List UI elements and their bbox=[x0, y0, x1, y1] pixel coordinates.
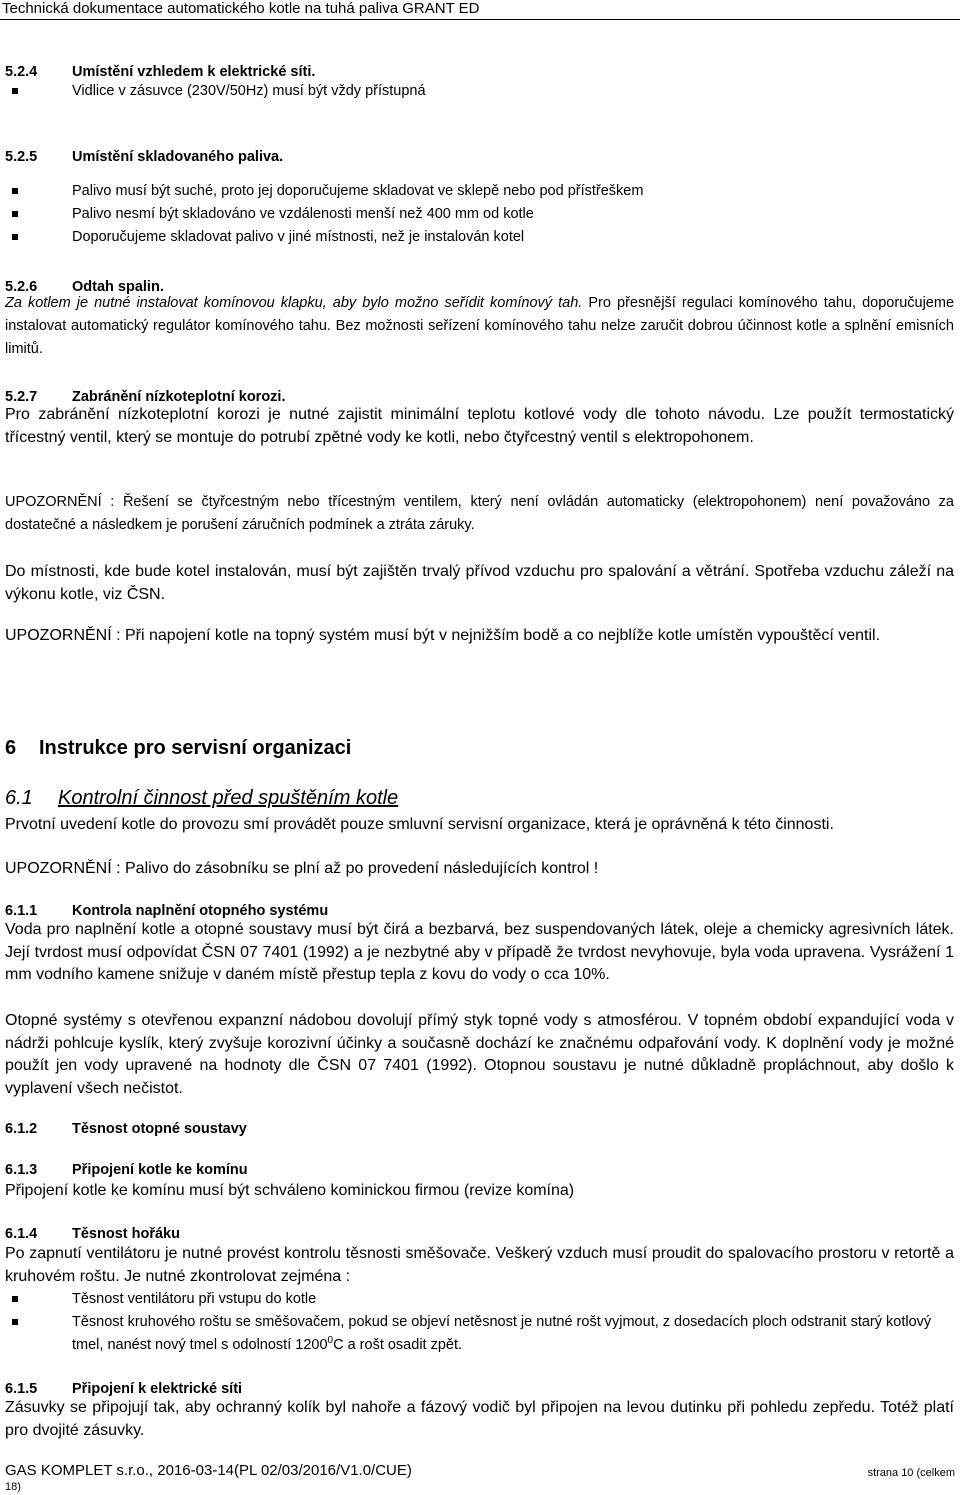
warning-1: UPOZORNĚNÍ : Řešení se čtyřcestným nebo třícestným ventilem, který není ovládán automaticky (elektropohonem) není považováno za dostatečné a následkem je porušení záručních podmínek a ztráta záruky. bbox=[5, 494, 954, 533]
heading-5-2-5: 5.2.5 Umístění skladovaného paliva. bbox=[5, 149, 284, 165]
heading-5-2-7: 5.2.7 Zabránění nízkoteplotní korozi. bbox=[5, 389, 286, 405]
footer-page-total: 18) bbox=[5, 1481, 21, 1493]
heading-6-1-4: 6.1.4 Těsnost hořáku bbox=[5, 1226, 180, 1242]
list-6-1-4 bbox=[5, 1288, 954, 1357]
list-item: Doporučujeme skladovat palivo v jiné místnosti, než je instalován kotel bbox=[5, 226, 954, 249]
paragraph-6-1-3: Připojení kotle ke komínu musí být schváleno kominickou firmou (revize komína) bbox=[5, 1182, 575, 1199]
paragraph-6-1-5: Zásuvky se připojují tak, aby ochranný kolík byl nahoře a fázový vodič byl připojen na levou dutinku při pohledu zepředu. Totéž platí pro dvojité zásuvky. bbox=[5, 1399, 954, 1439]
warning-6-1: UPOZORNĚNÍ : Palivo do zásobníku se plní až po provedení následujících kontrol ! bbox=[5, 860, 599, 877]
heading-6: 6 Instrukce pro servisní organizaci bbox=[5, 737, 352, 759]
paragraph-5-2-6: Za kotlem je nutné instalovat komínovou klapku, aby bylo možno seřídit komínový tah. Pro přesnější regulaci komínového tahu, doporučujeme instalovat automatický regulátor komínového tahu. Bez možnosti seřízení komínového tahu nelze zaručit dobrou účinnost kotle a splnění emisních limitů. bbox=[5, 295, 955, 357]
paragraph-6-1-1-a: Voda pro naplnění kotle a otopné soustavy musí být čirá a bezbarvá, bez suspendovaných látek, oleje a chemicky agresivních látek. Její tvrdost musí odpovídat ČSN 07 7401 (1992) a je nezbytné aby v případě že tvrdost nevyhovuje, byla voda upravena. Vysrážení 1 mm vodního kamene snižuje v daném místě přestup tepla z kovu do vody o cca 10%. bbox=[5, 921, 954, 983]
paragraph-6-1-4: Po zapnutí ventilátoru je nutné provést kontrolu těsnosti směšovače. Veškerý vzduch musí proudit do spalovacího prostoru v retortě a kruhovém roštu. Je nutné zkontrolovat zejména : bbox=[5, 1245, 954, 1285]
bullet-icon bbox=[12, 234, 18, 240]
paragraph-air-supply: Do místnosti, kde bude kotel instalován, musí být zajištěn trvalý přívod vzduchu pro spalování a větrání. Spotřeba vzduchu záleží na výkonu kotle, viz ČSN. bbox=[5, 563, 954, 603]
bullet-icon bbox=[12, 188, 18, 194]
heading-6-1-1: 6.1.1 Kontrola naplnění otopného systému bbox=[5, 903, 329, 919]
list-item: Těsnost kruhového roštu se směšovačem, pokud se objeví netěsnost je nutné rošt vyjmout, z dosedacích ploch odstranit starý kotlový tmel, nanést nový tmel s odolností 1200$^0$C a rošt osadit zpět. bbox=[5, 1311, 954, 1357]
footer-company: GAS KOMPLET s.r.o., 2016-03-14(PL 02/03/2016/V1.0/CUE) bbox=[5, 1462, 412, 1479]
bullet-icon bbox=[12, 88, 18, 94]
list-5-2-5 bbox=[5, 180, 954, 249]
paragraph-6-1-1-b: Otopné systémy s otevřenou expanzní nádobou dovolují přímý styk topné vody s atmosférou. V topném období expandující voda v nádrži pohlcuje kyslík, který zvyšuje korozivní účinky a současně dochází ke značnému odpařování vody. K doplnění vody je možné použít jen vody upravené na hodnoty dle ČSN 07 7401 (1992). Otopnou soustavu je nutné důkladně propláchnout, aby došlo k vyplavení všech nečistot. bbox=[5, 1012, 954, 1097]
list-item: Palivo nesmí být skladováno ve vzdálenosti menší než 400 mm od kotle bbox=[5, 203, 954, 226]
warning-2: UPOZORNĚNÍ : Při napojení kotle na topný systém musí být v nejnižším bodě a co nejblíže kotle umístěn vypouštěcí ventil. bbox=[5, 627, 881, 644]
list-item: Vidlice v zásuvce (230V/50Hz) musí být vždy přístupná bbox=[5, 80, 954, 103]
heading-6-1-2: 6.1.2 Těsnost otopné soustavy bbox=[5, 1121, 247, 1137]
paragraph-5-2-7: Pro zabránění nízkoteplotní korozi je nutné zajistit minimální teplotu kotlové vody dle tohoto návodu. Lze použít termostatický třícestný ventil, který se montuje do potrubí zpětné vody ke kotli, nebo čtyřcestný ventil s elektropohonem. bbox=[5, 406, 954, 446]
bullet-icon bbox=[12, 1296, 18, 1302]
bullet-icon bbox=[12, 211, 18, 217]
list-item: Palivo musí být suché, proto jej doporučujeme skladovat ve sklepě nebo pod přístřeškem bbox=[5, 180, 954, 203]
list-item: Těsnost ventilátoru při vstupu do kotle bbox=[5, 1288, 954, 1311]
footer-page-number: strana 10 (celkem bbox=[867, 1467, 955, 1479]
list-5-2-4 bbox=[5, 80, 954, 103]
heading-6-1-5: 6.1.5 Připojení k elektrické síti bbox=[5, 1381, 243, 1397]
page-header: Technická dokumentace automatického kotle na tuhá paliva GRANT ED bbox=[0, 0, 960, 20]
bullet-icon bbox=[12, 1319, 18, 1325]
heading-6-1-3: 6.1.3 Připojení kotle ke komínu bbox=[5, 1162, 248, 1178]
paragraph-6-1: Prvotní uvedení kotle do provozu smí provádět pouze smluvní servisní organizace, která je oprávněná k této činnosti. bbox=[5, 816, 834, 833]
heading-5-2-4: 5.2.4 Umístění vzhledem k elektrické síti. bbox=[5, 64, 316, 80]
heading-5-2-6: 5.2.6 Odtah spalin. bbox=[5, 279, 164, 295]
heading-6-1: 6.1 Kontrolní činnost před spuštěním kotle bbox=[5, 787, 399, 809]
